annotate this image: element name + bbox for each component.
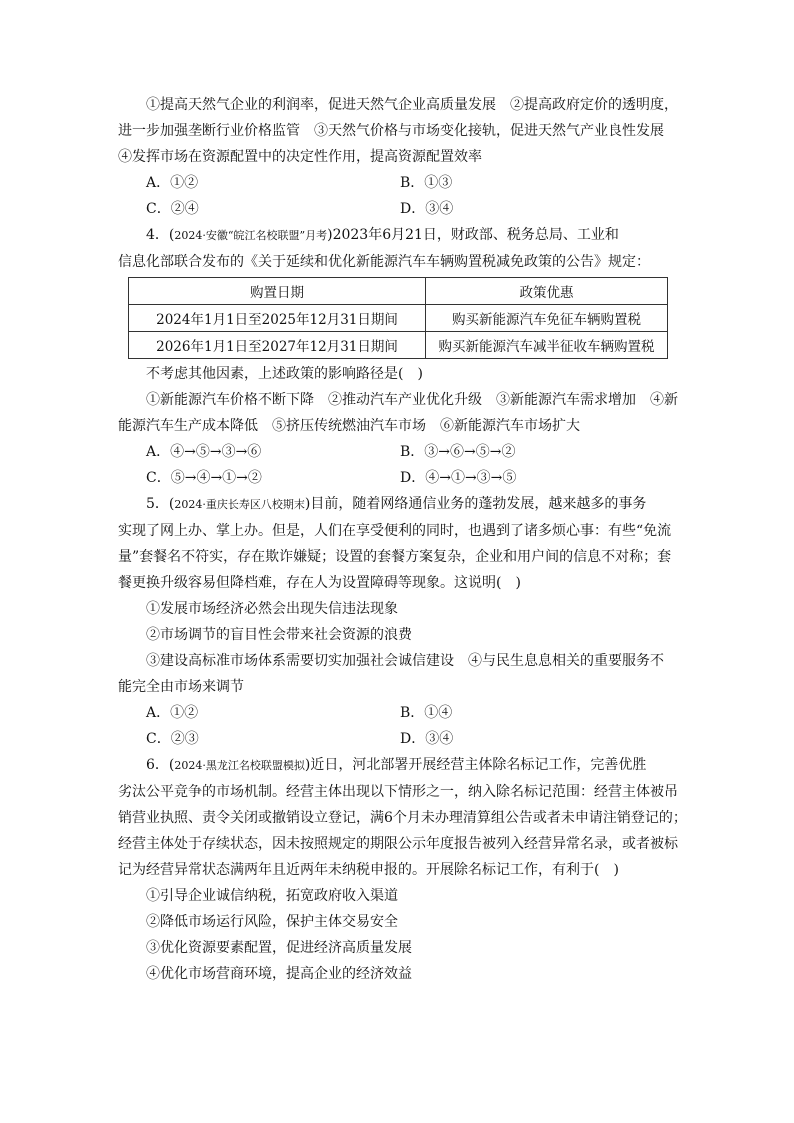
- q6-stem-line-2: 劣汰公平竞争的市场机制。经营主体出现以下情形之一，纳入除名标记范围：经营主体被吊: [118, 784, 678, 800]
- q3-choices-row-2: [118, 196, 678, 222]
- q6-item-3: ③优化资源要素配置，促进经济高质量发展: [146, 940, 412, 956]
- q6-item-2: ②降低市场运行风险，保护主体交易安全: [146, 914, 398, 930]
- q5-choice-c[interactable]: C．②③: [146, 731, 199, 747]
- q4-stem-line-2: 信息化部联合发布的《关于延续和优化新能源汽车车辆购置税减免政策的公告》规定：: [118, 254, 650, 270]
- q5-choices-row-2: [118, 726, 678, 752]
- q6-stem-line-1: [118, 752, 678, 779]
- q3-choice-c[interactable]: C．②④: [146, 201, 199, 217]
- q6-stem-line-5: 记为经营异常状态满两年且近两年未纳税申报的。开展除名标记工作，有利于( ): [118, 862, 619, 878]
- q4-items-line-1: ①新能源汽车价格不断下降 ②推动汽车产业优化升级 ③新能源汽车需求增加 ④新: [146, 392, 678, 408]
- q5-choice-d[interactable]: D．③④: [400, 731, 454, 747]
- q6-stem-tail: )近日，河北部署开展经营主体除名标记工作，完善优胜: [304, 757, 647, 773]
- q5-stem-tail: )目前，随着网络通信业务的蓬勃发展，越来越多的事务: [304, 496, 647, 512]
- q5-stem-line-4: 餐更换升级容易但降档难，存在人为设置障碍等现象。这说明( ): [118, 575, 521, 591]
- q3-choice-d[interactable]: D．③④: [400, 201, 454, 217]
- q6-source: 2024·黑龙江名校联盟模拟: [174, 759, 305, 772]
- q4-stem-tail: )2023年6月21日，财政部、税务总局、工业和: [327, 227, 619, 243]
- q3-statement-line-3: ④发挥市场在资源配置中的决定性作用，提高资源配置效率: [118, 149, 482, 165]
- table-cell-policy: 购买新能源汽车免征车辆购置税: [426, 305, 668, 332]
- q4-items-line-2: 能源汽车生产成本降低 ⑤挤压传统燃油汽车市场 ⑥新能源汽车市场扩大: [118, 418, 580, 434]
- q4-choice-d[interactable]: D．④→①→③→⑤: [400, 470, 517, 486]
- q5-item-3-continued: 能完全由市场来调节: [118, 679, 244, 695]
- q6-stem-line-4: 经营主体处于存续状态，因未按照规定的期限公示年度报告被列入经营异常名录，或者被标: [118, 836, 678, 852]
- q6-item-4: ④优化市场营商环境，提高企业的经济效益: [146, 966, 412, 982]
- q6-item-1: ①引导企业诚信纳税，拓宽政府收入渠道: [146, 888, 398, 904]
- q4-source: 2024·安徽“皖江名校联盟”月考: [174, 229, 328, 242]
- q5-choice-a[interactable]: A．①②: [146, 705, 199, 721]
- table-header-date: 购置日期: [129, 278, 426, 305]
- policy-table-header: [129, 278, 668, 305]
- q5-stem-line-3: 量”套餐名不符实，存在欺诈嫌疑；设置的套餐方案复杂，企业和用户间的信息不对称；套: [118, 549, 672, 565]
- q5-stem-line-1: [118, 491, 678, 518]
- q4-number: 4．(: [146, 227, 175, 243]
- q3-choice-b[interactable]: B．①③: [400, 175, 453, 191]
- q3-choices-row-1: [118, 170, 678, 196]
- table-cell-date: 2024年1月1日至2025年12月31日期间: [129, 305, 426, 332]
- q4-question: 不考虑其他因素，上述政策的影响路径是( ): [146, 366, 423, 382]
- q4-choice-c[interactable]: C．⑤→④→①→②: [146, 470, 262, 486]
- q3-statement-line-2: 进一步加强垄断行业价格监管 ③天然气价格与市场变化接轨，促进天然气产业良性发展: [118, 123, 664, 139]
- exam-page: [118, 92, 687, 987]
- q5-stem-line-2: 实现了网上办、掌上办。但是，人们在享受便利的同时，也遇到了诸多烦心事：有些“免流: [118, 523, 672, 539]
- q4-choices-row-2: [118, 465, 678, 491]
- q4-choices-row-1: [118, 439, 678, 465]
- q3-choice-a[interactable]: A．①②: [146, 175, 199, 191]
- table-row: [129, 332, 668, 359]
- q4-choice-b[interactable]: B．③→⑥→⑤→②: [400, 444, 516, 460]
- q5-source: 2024·重庆长寿区八校期末: [174, 498, 305, 511]
- q3-statement-line-1: ①提高天然气企业的利润率，促进天然气企业高质量发展 ②提高政府定价的透明度，: [146, 97, 678, 113]
- q5-item-1: ①发展市场经济必然会出现失信违法现象: [146, 601, 398, 617]
- q5-number: 5．(: [146, 496, 175, 512]
- table-cell-policy: 购买新能源汽车减半征收车辆购置税: [426, 332, 668, 359]
- q6-stem-line-3: 销营业执照、责令关闭或撤销设立登记，满6个月未办理清算组公告或者未申请注销登记的；: [118, 810, 687, 826]
- q5-item-3: ③建设高标准市场体系需要切实加强社会诚信建设 ④与民生息息相关的重要服务不: [146, 653, 664, 669]
- q4-choice-a[interactable]: A．④→⑤→③→⑥: [146, 444, 262, 460]
- q5-choices-row-1: [118, 700, 678, 726]
- policy-table: [128, 277, 668, 359]
- table-cell-date: 2026年1月1日至2027年12月31日期间: [129, 332, 426, 359]
- q4-stem-line-1: [118, 222, 678, 249]
- table-row: [129, 305, 668, 332]
- q6-number: 6．(: [146, 757, 175, 773]
- q5-choice-b[interactable]: B．①④: [400, 705, 453, 721]
- table-header-policy: 政策优惠: [426, 278, 668, 305]
- q5-item-2: ②市场调节的盲目性会带来社会资源的浪费: [146, 627, 412, 643]
